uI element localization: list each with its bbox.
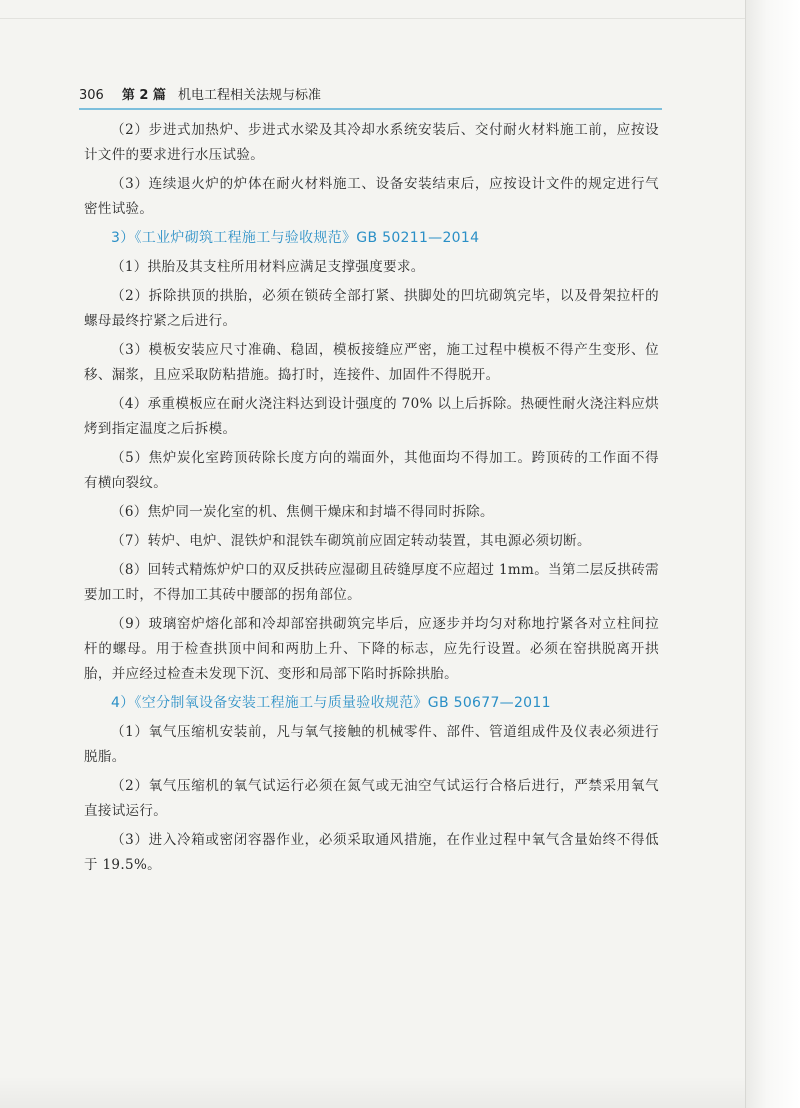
paragraph: （5）焦炉炭化室跨顶砖除长度方向的端面外，其他面均不得加工。跨顶砖的工作面不得有横向裂纹。 [84,450,659,491]
paragraph: （3）模板安装应尺寸准确、稳固，模板接缝应严密，施工过程中模板不得产生变形、位移、漏浆，且应采取防粘措施。捣打时，连接件、加固件不得脱开。 [84,342,659,383]
section-heading: 4）《空分制氧设备安装工程施工与质量验收规范》GB 50677—2011 [111,695,551,711]
part-label: 第 2 篇 [121,88,166,103]
paragraph: （7）转炉、电炉、混铁炉和混铁车砌筑前应固定转动装置，其电源必须切断。 [111,533,591,549]
paragraph: （9）玻璃窑炉熔化部和冷却部窑拱砌筑完毕后，应逐步并均匀对称地拧紧各对立柱间拉杆的螺母。用于检查拱顶中间和两肋上升、下降的标志，应先行设置。必须在窑拱脱离开拱胎，并应经过检查未发现下沉、变形和局部下陷时拆除拱胎。 [84,616,659,682]
paragraph: （8）回转式精炼炉炉口的双反拱砖应湿砌且砖缝厚度不应超过 1mm。当第二层反拱砖需要加工时，不得加工其砖中腰部的拐角部位。 [84,562,659,603]
header-rule [79,108,662,110]
paragraph: （2）步进式加热炉、步进式水梁及其冷却水系统安装后、交付耐火材料施工前，应按设计文件的要求进行水压试验。 [84,122,659,163]
paragraph: （6）焦炉同一炭化室的机、焦侧干燥床和封墙不得同时拆除。 [111,504,494,520]
paragraph: （1）氧气压缩机安装前，凡与氧气接触的机械零件、部件、管道组成件及仪表必须进行脱脂。 [84,724,659,765]
paragraph: （4）承重模板应在耐火浇注料达到设计强度的 70% 以上后拆除。热硬性耐火浇注料应烘烤到指定温度之后拆模。 [84,396,659,437]
page-number: 306 [79,88,104,103]
paragraph: （2）氧气压缩机的氧气试运行必须在氮气或无油空气试运行合格后进行，严禁采用氧气直接试运行。 [84,778,659,819]
page-edge-line [745,0,746,1108]
scan-bottom-shadow [0,1076,745,1108]
paragraph: （1）拱胎及其支柱所用材料应满足支撑强度要求。 [111,259,425,275]
scan-top-edge [0,18,745,19]
page-gutter [745,0,800,1108]
section-heading: 3）《工业炉砌筑工程施工与验收规范》GB 50211—2014 [111,230,480,246]
chapter-title: 机电工程相关法规与标准 [177,88,321,103]
running-header [79,84,659,108]
paragraph: （3）连续退火炉的炉体在耐火材料施工、设备安装结束后，应按设计文件的规定进行气密性试验。 [84,176,659,217]
paragraph: （3）进入冷箱或密闭容器作业，必须采取通风措施，在作业过程中氧气含量始终不得低于 19.5%。 [84,832,659,873]
paragraph: （2）拆除拱顶的拱胎，必须在锁砖全部打紧、拱脚处的凹坑砌筑完毕，以及骨架拉杆的螺母最终拧紧之后进行。 [84,288,659,329]
page-body [84,118,659,882]
